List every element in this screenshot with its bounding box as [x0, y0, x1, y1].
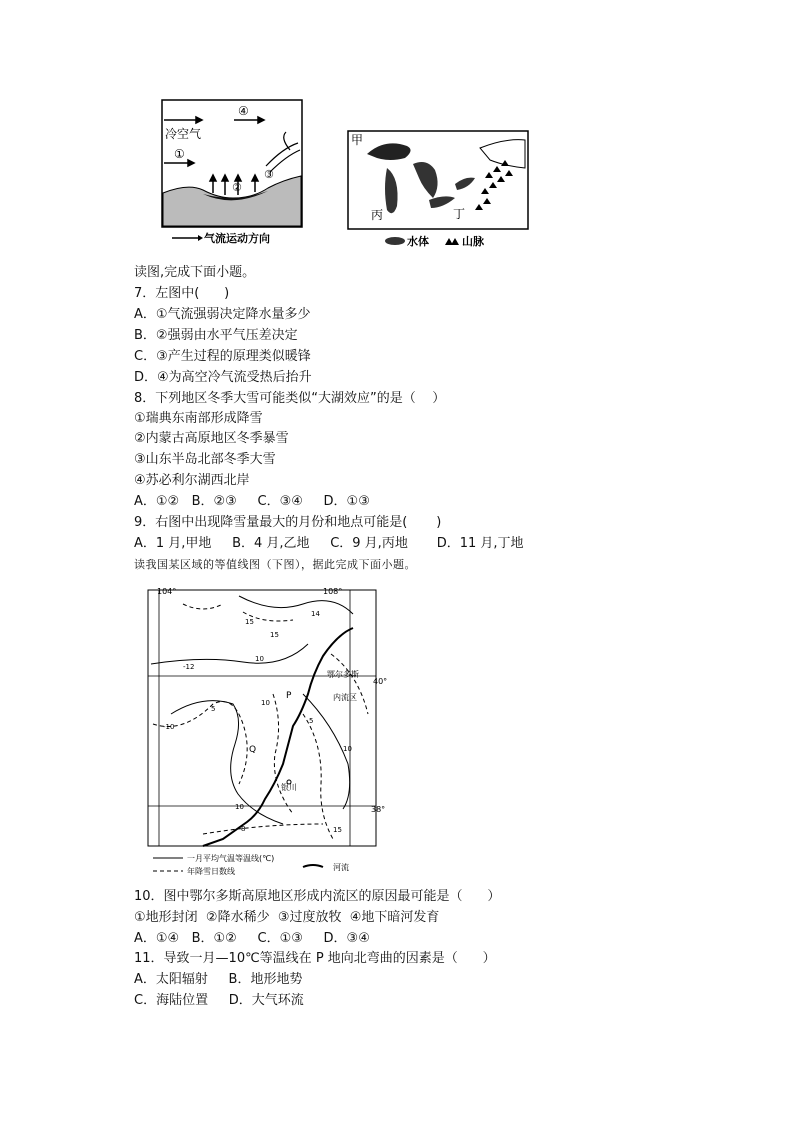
question-line: 7．左图中( ) — [134, 286, 230, 301]
contour-label: 15 — [270, 631, 279, 639]
inland-label: 内流区 — [333, 693, 357, 702]
contour-label: 10 — [235, 803, 244, 811]
arrow2-label: ② — [232, 181, 242, 194]
question-line: A．①② B．②③ C．③④ D．①③ — [134, 494, 370, 509]
question-line: ①瑞典东南部形成降雪 — [134, 411, 263, 426]
lon-right: 108° — [323, 587, 343, 596]
yinchuan-label: 银川 — [281, 783, 297, 792]
question-line: C．海陆位置 D．大气环流 — [134, 993, 304, 1008]
airflow-diagram — [158, 98, 308, 248]
question-line: ④苏必利尔湖西北岸 — [134, 473, 250, 488]
question-line: 读图,完成下面小题。 — [134, 265, 256, 280]
question-line: 9．右图中出现降雪量最大的月份和地点可能是( ) — [134, 515, 442, 530]
ordos-label: 鄂尔多斯 — [327, 670, 359, 679]
contour-map — [143, 584, 387, 880]
question-line: B．②强弱由水平气压差决定 — [134, 328, 298, 343]
question-line: ②内蒙古高原地区冬季暴雪 — [134, 431, 289, 446]
question-line: 8．下列地区冬季大雪可能类似“大湖效应”的是（ ） — [134, 391, 446, 406]
arrow1-label: ① — [174, 147, 185, 161]
jia-label: 甲 — [351, 133, 364, 147]
question-line: A．1 月,甲地 B．4 月,乙地 C．9 月,丙地 D．11 月,丁地 — [134, 536, 524, 551]
contour-label: 5 — [309, 717, 314, 725]
contour-label: 10 — [261, 699, 270, 707]
question-line: A．①气流强弱决定降水量多少 — [134, 307, 311, 322]
p-label: P — [286, 691, 292, 701]
question-line: 读我国某区域的等值线图（下图），据此完成下面小题。 — [134, 558, 416, 571]
legend-river: 河流 — [333, 863, 349, 872]
contour-label: 10 — [343, 745, 352, 753]
contour-label: 15 — [245, 618, 254, 626]
question-line: 11．导致一月—10℃等温线在 P 地向北弯曲的因素是（ ） — [134, 951, 496, 966]
lat-top: 40° — [373, 677, 387, 686]
great-lakes-map — [345, 128, 535, 250]
arrow4-label: ④ — [238, 104, 249, 118]
question-line: A．太阳辐射 B．地形地势 — [134, 972, 303, 987]
contour-label: 10 — [255, 655, 264, 663]
legend-temp: 一月平均气温等温线(℃) — [187, 854, 275, 863]
contour-label: 15 — [333, 826, 342, 834]
mountain-legend: 山脉 — [462, 235, 484, 248]
question-line: C．③产生过程的原理类似暖锋 — [134, 349, 311, 364]
question-line: A．①④ B．①② C．①③ D．③④ — [134, 931, 370, 946]
contour-label: 8 — [241, 825, 246, 833]
legend-snow: 年降雪日数线 — [187, 867, 235, 876]
arrow3-label: ③ — [264, 168, 274, 181]
question-line: ③山东半岛北部冬季大雪 — [134, 452, 276, 467]
contour-label: 14 — [311, 610, 320, 618]
bing-label: 丙 — [371, 208, 384, 222]
ding-label: 丁 — [453, 207, 466, 221]
question-line: 10．图中鄂尔多斯高原地区形成内流区的原因最可能是（ ） — [134, 889, 501, 904]
lon-left: 104° — [157, 587, 177, 596]
water-legend: 水体 — [407, 235, 429, 248]
question-line: ①地形封闭 ②降水稀少 ③过度放牧 ④地下暗河发育 — [134, 910, 440, 925]
airflow-legend: 气流运动方向 — [204, 232, 270, 245]
lat-bottom: 38° — [371, 805, 386, 814]
contour-label: -10 — [163, 723, 175, 731]
cold-air-label: 冷空气 — [165, 127, 202, 141]
contour-label: -12 — [183, 663, 195, 671]
q-label: Q — [249, 745, 257, 755]
contour-label: 5 — [211, 705, 216, 713]
question-line: D．④为高空冷气流受热后抬升 — [134, 370, 312, 385]
